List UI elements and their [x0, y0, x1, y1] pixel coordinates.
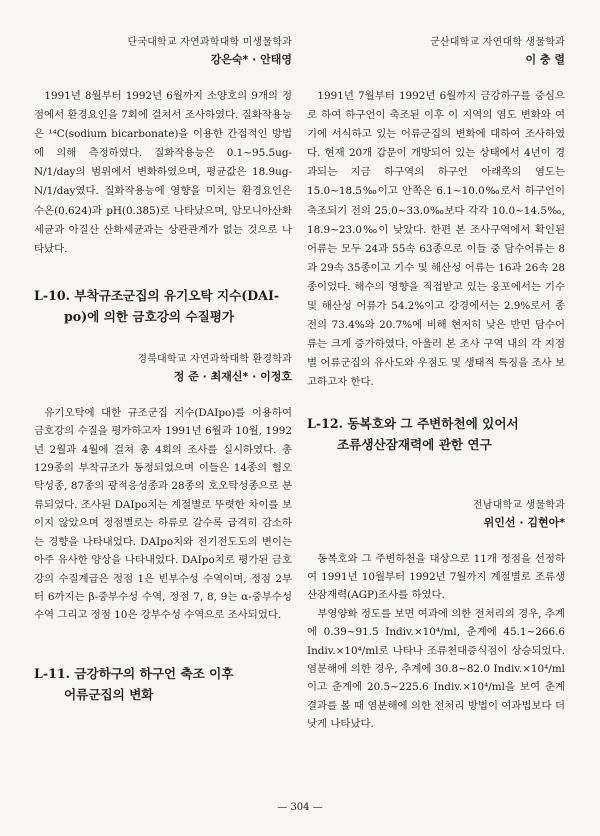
section-title-line: 조류생산잠재력에 관한 연구 — [337, 436, 492, 452]
section-title-line: L-12. 동복호와 그 주변하천에 있어서 — [307, 415, 519, 431]
authors: 강은숙* · 안태영 — [210, 53, 292, 66]
section-title-l11 — [34, 663, 292, 705]
affiliation: 경북대학교 자연과학대학 환경학과 — [137, 353, 292, 365]
affiliation-block — [307, 499, 565, 530]
affiliation: 전남대학교 생물학과 — [472, 499, 565, 511]
page-number: — 304 — — [277, 802, 323, 813]
abstract-body: 1991년 8월부터 1992년 6월까지 소양호의 9개의 정점에서 환경요인을 7회에 걸쳐서 조사하였다. 질화작용능은 ¹⁴C(sodium bicarbonate)을 이용한 간접적인 방법에 의해 측정하였다. 질화작용능은 0.1~95.5ug-N/1/day의 범위에서 변화하였으며, 평균값은 18.9ug-N/1/day였다. 질화작용능에 영향을 미치는 환경요인은 수온(0.624)과 pH(0.385)로 나타났으며, 암모니아산화세균과 아질산 산화세균과는 상관관계가 없는 것으로 나타났다. — [34, 90, 292, 255]
left-column — [34, 36, 292, 705]
right-column — [307, 36, 565, 734]
section-title-line: L-10. 부착규조군집의 유기오탁 지수(DAI- — [34, 287, 280, 303]
affiliation-block — [34, 353, 292, 384]
authors: 이 충 렬 — [525, 53, 565, 66]
abstract-body: 1991년 7월부터 1992년 6월까지 금강하구를 중심으로 하여 하구언이 축조된 이후 이 지역의 염도 변화와 여기에 서식하고 있는 어류군집의 변화에 대하여 조사하였다. 현재 20개 갑문이 개방되어 있는 상태에서 4년이 경과되는 지금 하구역의 하구언 아래쪽의 염도는 15.0~18.5‰이고 안쪽은 6.1~10.0‰로서 하구언이 축조되기 전의 25.0~33.0‰보다 각각 10.0~14.5‰, 18.9~23.0‰이 낮았다. 한편 본 조사구역에서 확인된 어류는 모두 24과 55속 63종으로 이들 중 담수어류는 8과 29속 35종이고 기수 및 해산성 어류는 16과 26속 28종이었다. 해수의 영향을 직접받고 있는 웅포에서는 기수 및 해산성 어류가 54.2%이고 강경에서는 2.9%로서 종전의 73.4%와 20.7%에 비해 현저히 낮은 반면 담수어류는 크게 증가하였다. 아울러 본 조사 구역 내의 각 지점별 어류군집의 유사도와 우점도 및 생태적 특징을 조사 보고하고자 한다. — [307, 90, 565, 389]
authors: 정 준 · 최재신* · 이정호 — [173, 369, 292, 383]
abstract-body: 동복호와 그 주변하천을 대상으로 11개 정점을 선정하여 1991년 10월부터 1992년 7월까지 계절별로 조류생산잠재력(AGP)조사를 하였다. — [307, 552, 565, 602]
affiliation: 단국대학교 자연과학대학 미생물학과 — [127, 37, 292, 48]
section-title-line: L-11. 금강하구의 하구언 축조 이후 — [34, 665, 234, 681]
abstract-body: 유기오탁에 대한 규조군집 지수(DAIpo)를 이용하여 금호강의 수질을 평가하고자 1991년 6월과 10월, 1992년 2월과 4월에 걸쳐 총 4회의 조사를 실시하였다. 총 129종의 부착규조가 동정되었으며 이들은 14종의 혐오탁성종, 87종의 광적응성종과 28종의 호오탁성종으로 분류되었다. 조사된 DAIpo치는 계절별로 뚜렷한 차이를 보이지 않았으며 정점별로는 하류로 갈수록 급격히 감소하는 경향을 나타내었다. DAIpo치와 전기전도도의 변이는 아주 유사한 양상을 나타내었다. DAIpo치로 평가된 금호강의 수질계급은 정점 1은 빈부수성 수역이며, 정점 2부터 6까지는 β-중부수성 수역, 정점 7, 8, 9는 α-중부수성 수역 그리고 정점 10은 강부수성 수역으로 조사되었다. — [34, 406, 292, 622]
affiliation: 군산대학교 자연대학 생물학과 — [430, 37, 565, 48]
section-title-l12 — [307, 413, 565, 455]
section-title-l10 — [34, 285, 292, 327]
authors: 위인선 · 김현아* — [483, 515, 565, 529]
abstract-body: 부영양화 정도를 보면 여과에 의한 전처리의 경우, 추계에 0.39~91.5 Indiv.×10⁴/ml, 춘계에 45.1~266.6 Indiv.×10⁴/ml로 나타나 조류천대증식점이 상승되었다. 염분해에 의한 경우, 추계에 30.8~82.0 Indiv.×10⁴/ml이고 춘계에 20.5~225.6 Indiv.×10⁴/ml을 보여 춘계 결과를 볼 때 염분해에 의한 전처리 방법이 여과법보다 더 낫게 나타났다. — [307, 607, 565, 731]
section-title-line: 어류군집의 변화 — [64, 686, 154, 702]
section-title-line: po)에 의한 금호강의 수질평가 — [64, 308, 235, 324]
